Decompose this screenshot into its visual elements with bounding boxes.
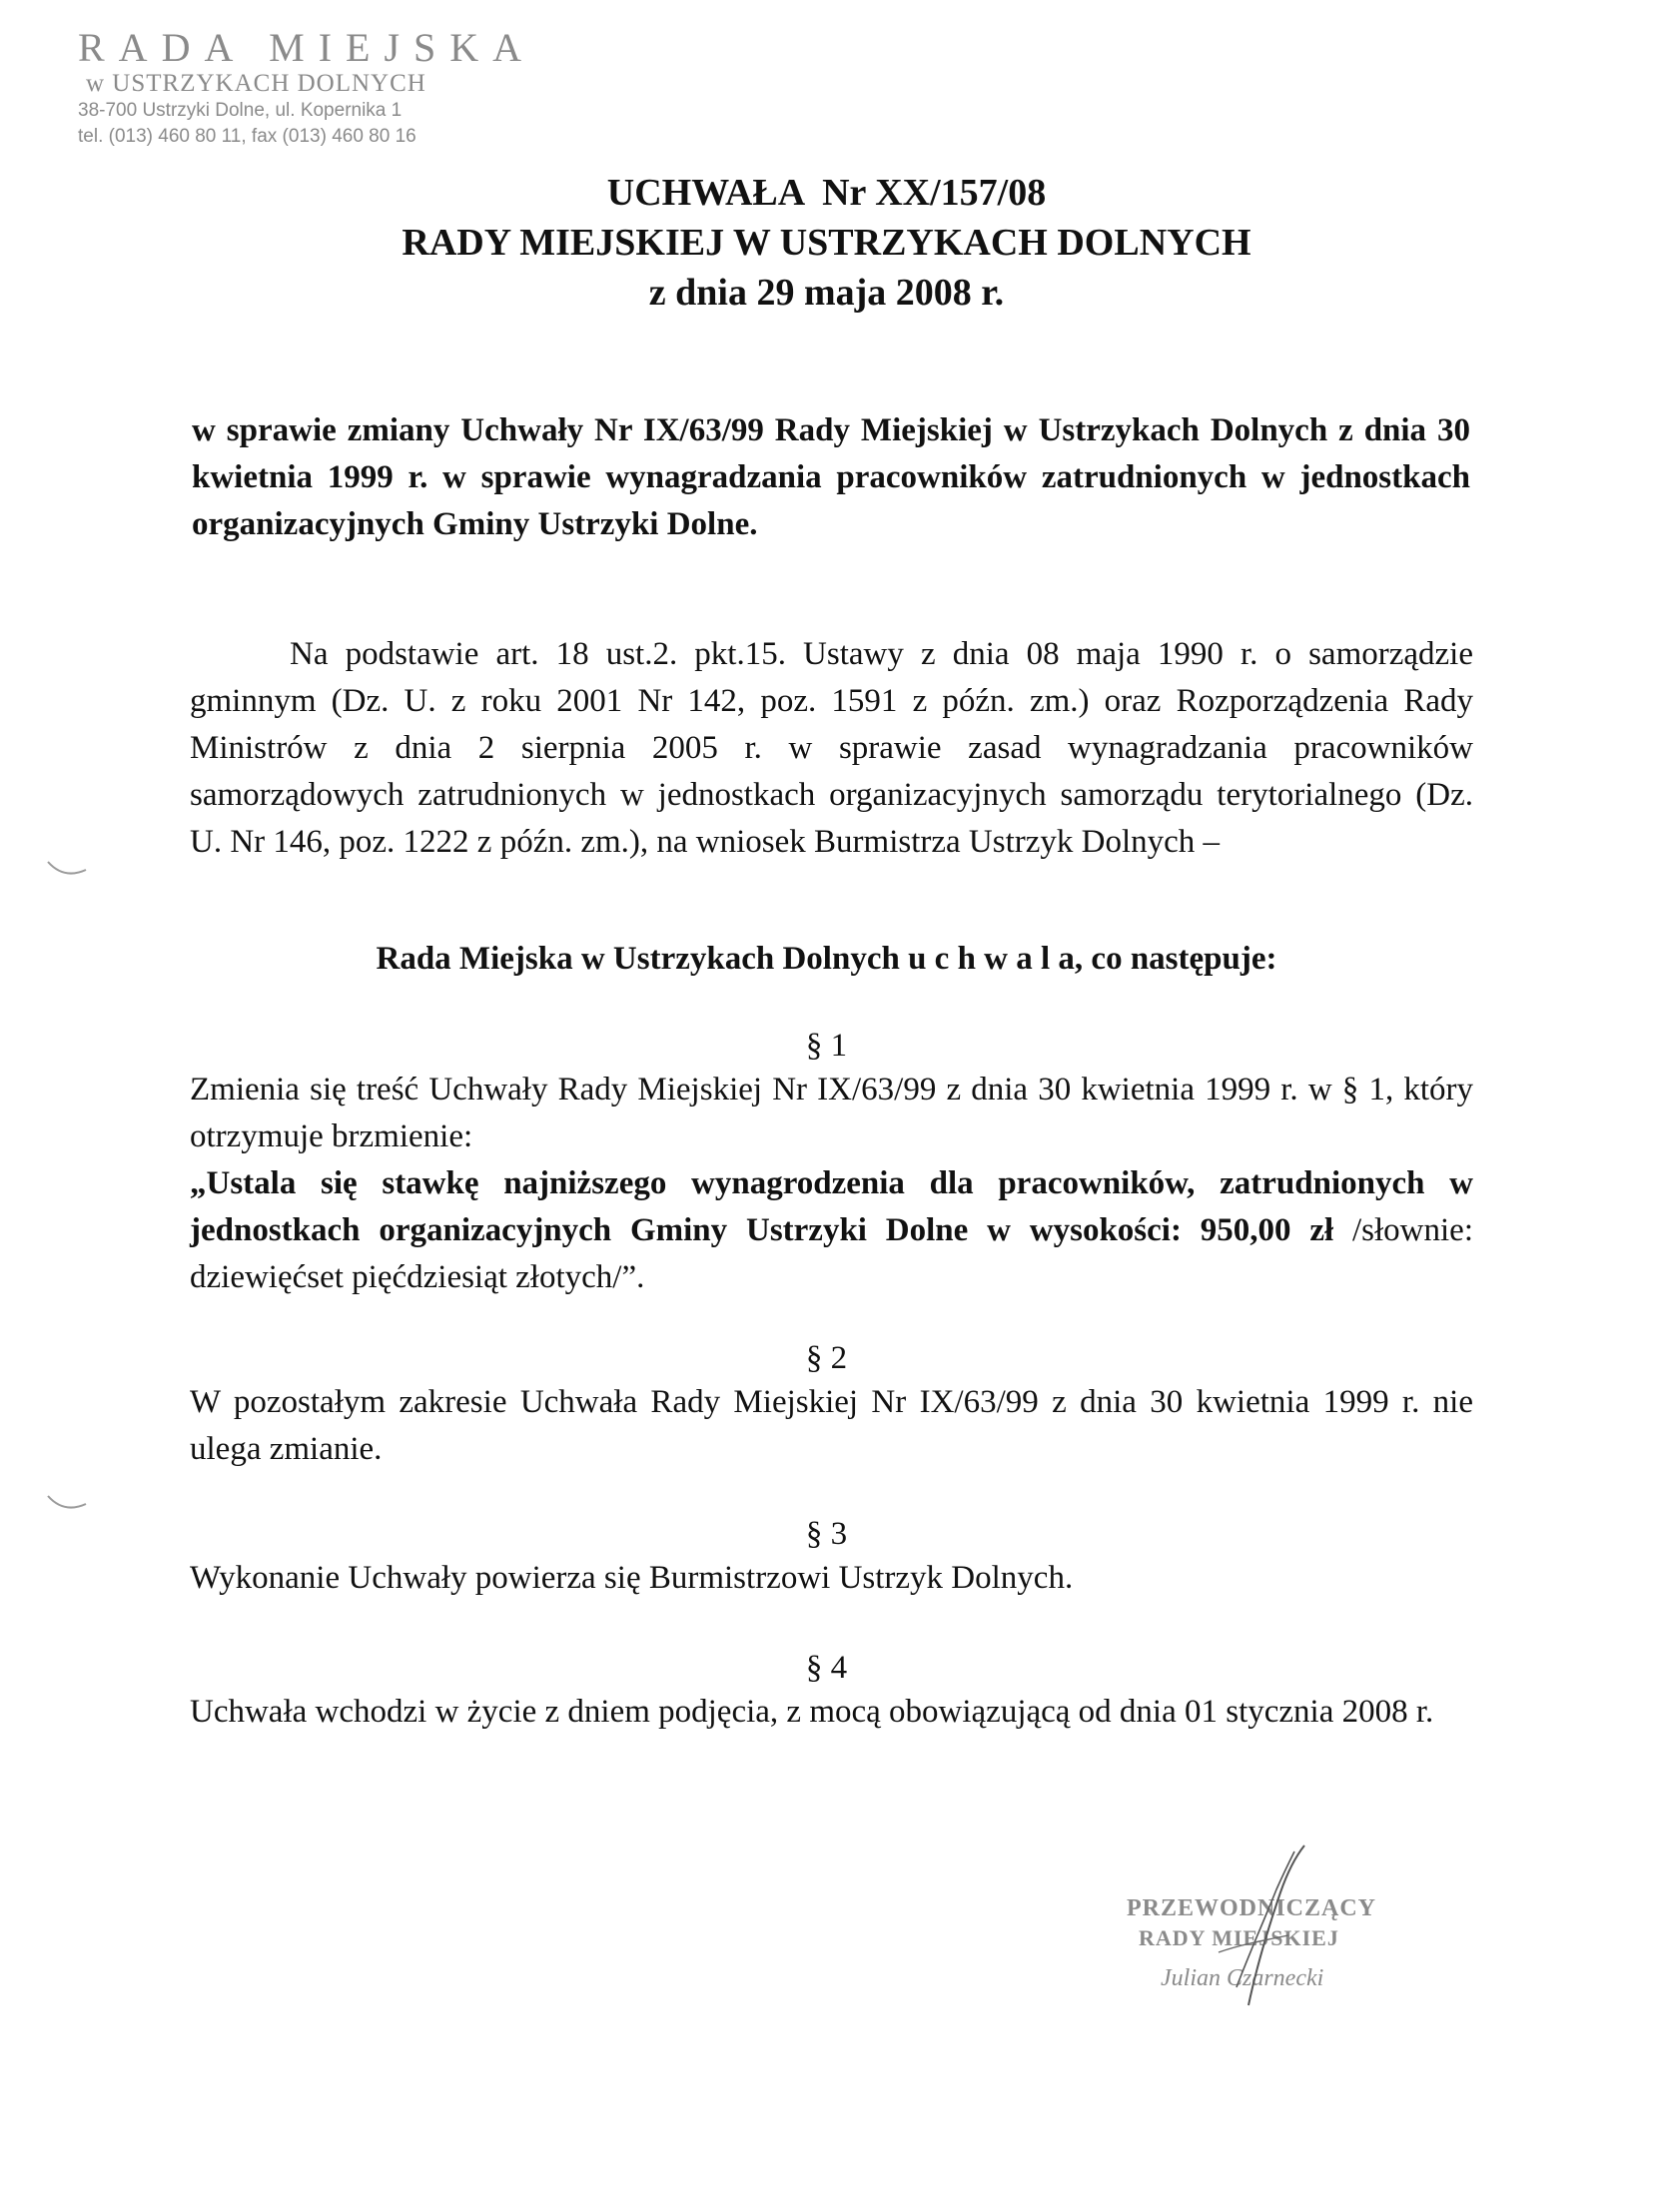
section-2-mark: § 2 — [805, 1340, 848, 1376]
letterhead-address: 38-700 Ustrzyki Dolne, ul. Kopernika 1 — [78, 100, 403, 121]
chairman-signature-stamp — [1099, 1838, 1438, 2017]
signature-name: Julian Czarnecki — [1161, 1965, 1324, 1991]
section-1-quote — [190, 1160, 1473, 1301]
signature-subtitle: RADY MIEJSKIEJ — [1139, 1925, 1339, 1950]
resolution-date: z dnia 29 maja 2008 r. — [648, 272, 1005, 314]
resolution-heading — [0, 168, 1653, 318]
resolution-subject: w sprawie zmiany Uchwały Nr IX/63/99 Rady Miejskiej w Ustrzykach Dolnych z dnia 30 kwietnia 1999 r. w sprawie wynagradzania pracowników zatrudnionych w jednostkach organizacyjnych Gminy Ustrzyki Dolne. — [192, 412, 1470, 542]
section-3-text: Wykonanie Uchwały powierza się Burmistrzowi Ustrzyk Dolnych. — [190, 1560, 1074, 1596]
handwritten-signature — [1099, 1838, 1438, 2017]
section-1-mark: § 1 — [805, 1028, 848, 1064]
letterhead-title: RADA MIEJSKA — [78, 25, 536, 70]
section-1-quote-rest: /słownie: dziewięćset pięćdziesiąt złotych/”. — [190, 1212, 1473, 1295]
signature-title: PRZEWODNICZĄCY — [1127, 1895, 1377, 1921]
letterhead-subtitle: w USTRZYKACH DOLNYCH — [86, 70, 426, 97]
punch-mark-icon — [42, 1488, 92, 1518]
section-4-mark: § 4 — [805, 1650, 848, 1686]
letterhead-stamp — [78, 26, 597, 150]
section-2-text: W pozostałym zakresie Uchwała Rady Miejskiej Nr IX/63/99 z dnia 30 kwietnia 1999 r. nie ulega zmianie. — [190, 1384, 1473, 1467]
letterhead-phone: tel. (013) 460 80 11, fax (013) 460 80 16 — [78, 126, 416, 147]
section-1-text: Zmienia się treść Uchwały Rady Miejskiej Nr IX/63/99 z dnia 30 kwietnia 1999 r. w § 1, który otrzymuje brzmienie: — [190, 1072, 1473, 1154]
resolution-number: UCHWAŁA Nr XX/157/08 — [606, 172, 1047, 214]
punch-mark-icon — [42, 854, 92, 884]
council-name: RADY MIEJSKIEJ W USTRZYKACH DOLNYCH — [402, 222, 1251, 264]
section-4-text: Uchwała wchodzi w życie z dniem podjęcia, z mocą obowiązującą od dnia 01 stycznia 2008 r. — [190, 1694, 1434, 1730]
legal-basis-preamble: Na podstawie art. 18 ust.2. pkt.15. Ustawy z dnia 08 maja 1990 r. o samorządzie gminnym (Dz. U. z roku 2001 Nr 142, poz. 1591 z późn. zm.) oraz Rozporządzenia Rady Ministrów z dnia 2 sierpnia 2005 r. w sprawie zasad wynagradzania pracowników samorządowych zatrudnionych w jednostkach organizacyjnych samorządu terytorialnego (Dz. U. Nr 146, poz. 1222 z późn. zm.), na wniosek Burmistrza Ustrzyk Dolnych – — [190, 636, 1473, 860]
enactment-formula: Rada Miejska w Ustrzykach Dolnych u c h w a l a, co następuje: — [376, 941, 1277, 977]
section-3-mark: § 3 — [805, 1516, 848, 1552]
section-1-quote-bold: „Ustala się stawkę najniższego wynagrodzenia dla pracowników, zatrudnionych w jednostkach organizacyjnych Gminy Ustrzyki Dolne w wysokości: 950,00 zł — [190, 1165, 1473, 1248]
